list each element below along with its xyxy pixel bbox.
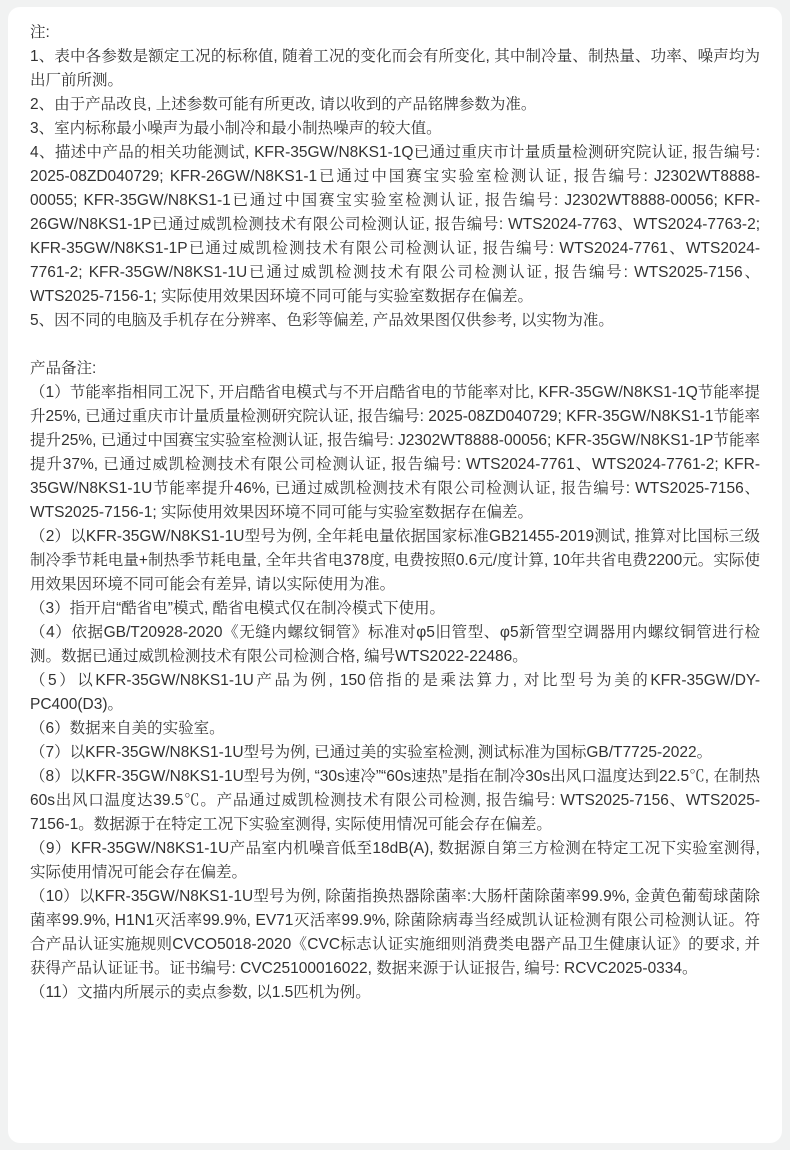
remark-item-8: （8）以KFR-35GW/N8KS1-1U型号为例, “30s速冷”“60s速热”是指在制冷30s出风口温度达到22.5℃, 在制热60s出风口温度达39.5℃。产品通过威凯检测技术有限公司检测, 报告编号: WTS2025-7156、WTS2025-7156-1。数据源于在特定工况下实验室测得, 实际使用情况可能会存在偏差。 [30, 768, 760, 833]
remark-item-2: （2）以KFR-35GW/N8KS1-1U型号为例, 全年耗电量依据国家标准GB21455-2019测试, 推算对比国标三级制冷季节耗电量+制热季节耗电量, 全年共省电378度, 电费按照0.6元/度计算, 10年共省电费2200元。实际使用效果因环境不同可能会有差异, 请以实际使用为准。 [30, 528, 760, 593]
remark-item-5: （5）以KFR-35GW/N8KS1-1U产品为例, 150倍指的是乘法算力, 对比型号为美的KFR-35GW/DY-PC400(D3)。 [30, 672, 760, 713]
remark-item-11: （11）文描内所展示的卖点参数, 以1.5匹机为例。 [30, 984, 371, 1001]
remark-item-7: （7）以KFR-35GW/N8KS1-1U型号为例, 已通过美的实验室检测, 测试标准为国标GB/T7725-2022。 [30, 744, 713, 761]
note-item-3: 3、室内标称最小噪声为最小制冷和最小制热噪声的较大值。 [30, 120, 442, 137]
remark-item-4: （4）依据GB/T20928-2020《无缝内螺纹铜管》标准对φ5旧管型、φ5新管型空调器用内螺纹铜管进行检测。数据已通过威凯检测技术有限公司检测合格, 编号WTS2022-22486。 [30, 624, 760, 665]
note-item-1: 1、表中各参数是额定工况的标称值, 随着工况的变化而会有所变化, 其中制冷量、制热量、功率、噪声均为出厂前所测。 [30, 48, 760, 89]
remark-item-6: （6）数据来自美的实验室。 [30, 720, 225, 737]
remark-item-1: （1）节能率指相同工况下, 开启酷省电模式与不开启酷省电的节能率对比, KFR-35GW/N8KS1-1Q节能率提升25%, 已通过重庆市计量质量检测研究院认证, 报告编号: 2025-08ZD040729; KFR-35GW/N8KS1-1节能率提升25%, 已通过中国赛宝实验室检测认证, 报告编号: J2302WT8888-00056; KFR-35GW/N8KS1-1P节能率提升37%, 已通过威凯检测技术有限公司检测认证, 报告编号: WTS2024-7761、WTS2024-7761-2; KFR-35GW/N8KS1-1U节能率提升46%, 已通过威凯检测技术有限公司检测认证, 报告编号: WTS2025-7156、WTS2025-7156-1; 实际使用效果因环境不同可能与实验室数据存在偏差。 [30, 384, 760, 521]
notes-section-title: 注: [30, 24, 50, 41]
remark-item-10: （10）以KFR-35GW/N8KS1-1U型号为例, 除菌指换热器除菌率:大肠杆菌除菌率99.9%, 金黄色葡萄球菌除菌率99.9%, H1N1灭活率99.9%, EV71灭活率99.9%, 除菌除病毒当经威凯认证检测有限公司检测认证。符合产品认证实施规则CVCO5018-2020《CVC标志认证实施细则消费类电器产品卫生健康认证》的要求, 并获得产品认证证书。证书编号: CVC25100016022, 数据来源于认证报告, 编号: RCVC2025-0334。 [30, 888, 760, 977]
remark-item-3: （3）指开启“酷省电”模式, 酷省电模式仅在制冷模式下使用。 [30, 600, 446, 617]
remark-item-9: （9）KFR-35GW/N8KS1-1U产品室内机噪音低至18dB(A), 数据源自第三方检测在特定工况下实验室测得, 实际使用情况可能会存在偏差。 [30, 840, 760, 881]
note-item-4: 4、描述中产品的相关功能测试, KFR-35GW/N8KS1-1Q已通过重庆市计量质量检测研究院认证, 报告编号: 2025-08ZD040729; KFR-26GW/N8KS1-1已通过中国赛宝实验室检测认证, 报告编号: J2302WT8888-00055; KFR-35GW/N8KS1-1已通过中国赛宝实验室检测认证, 报告编号: J2302WT8888-00056; KFR-26GW/N8KS1-1P已通过威凯检测技术有限公司检测认证, 报告编号: WTS2024-7763、WTS2024-7763-2; KFR-35GW/N8KS1-1P已通过威凯检测技术有限公司检测认证, 报告编号: WTS2024-7761、WTS2024-7761-2; KFR-35GW/N8KS1-1U已通过威凯检测技术有限公司检测认证, 报告编号: WTS2025-7156、WTS2025-7156-1; 实际使用效果因环境不同可能与实验室数据存在偏差。 [30, 144, 760, 305]
notes-card [8, 7, 782, 1143]
remarks-section-title: 产品备注: [30, 360, 97, 377]
note-item-5: 5、因不同的电脑及手机存在分辨率、色彩等偏差, 产品效果图仅供参考, 以实物为准。 [30, 312, 614, 329]
note-item-2: 2、由于产品改良, 上述参数可能有所更改, 请以收到的产品铭牌参数为准。 [30, 96, 537, 113]
